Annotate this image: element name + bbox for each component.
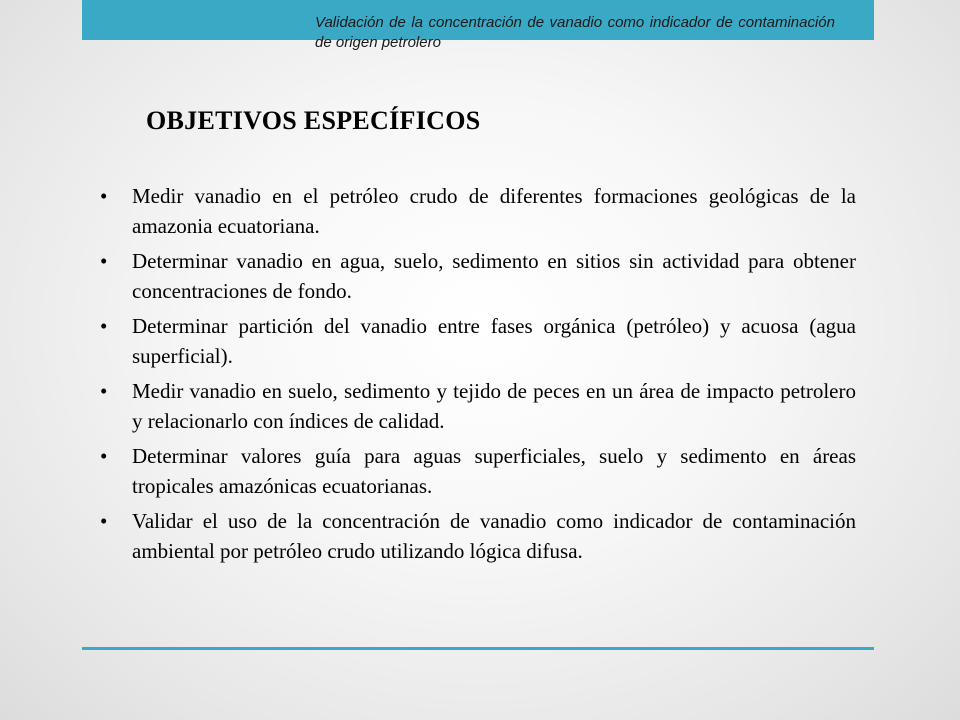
objective-text: Determinar vanadio en agua, suelo, sedimento en sitios sin actividad para obtener concentraciones de fondo. [132,249,856,303]
objective-text: Validar el uso de la concentración de vanadio como indicador de contaminación ambiental por petróleo crudo utilizando lógica difusa. [132,509,856,563]
slide-title: OBJETIVOS ESPECÍFICOS [146,106,481,135]
bullet-icon: • [100,379,108,403]
objective-text: Medir vanadio en el petróleo crudo de diferentes formaciones geológicas de la amazonia ecuatoriana. [132,184,856,238]
objective-item [100,311,856,371]
bullet-icon: • [100,249,108,273]
bullet-icon: • [100,444,108,468]
objective-item [100,246,856,306]
objective-text: Determinar valores guía para aguas superficiales, suelo y sedimento en áreas tropicales amazónicas ecuatorianas. [132,444,856,498]
footer-divider [82,647,874,650]
objective-item [100,181,856,241]
objective-text: Determinar partición del vanadio entre fases orgánica (petróleo) y acuosa (agua superficial). [132,314,856,368]
bullet-icon: • [100,509,108,533]
objective-item [100,506,856,566]
objective-item [100,376,856,436]
header-title: Validación de la concentración de vanadio como indicador de contaminación de origen petrolero [315,14,835,51]
bullet-icon: • [100,314,108,338]
objectives-list [100,181,856,571]
objective-item [100,441,856,501]
objective-text: Medir vanadio en suelo, sedimento y tejido de peces en un área de impacto petrolero y relacionarlo con índices de calidad. [132,379,856,433]
bullet-icon: • [100,184,108,208]
